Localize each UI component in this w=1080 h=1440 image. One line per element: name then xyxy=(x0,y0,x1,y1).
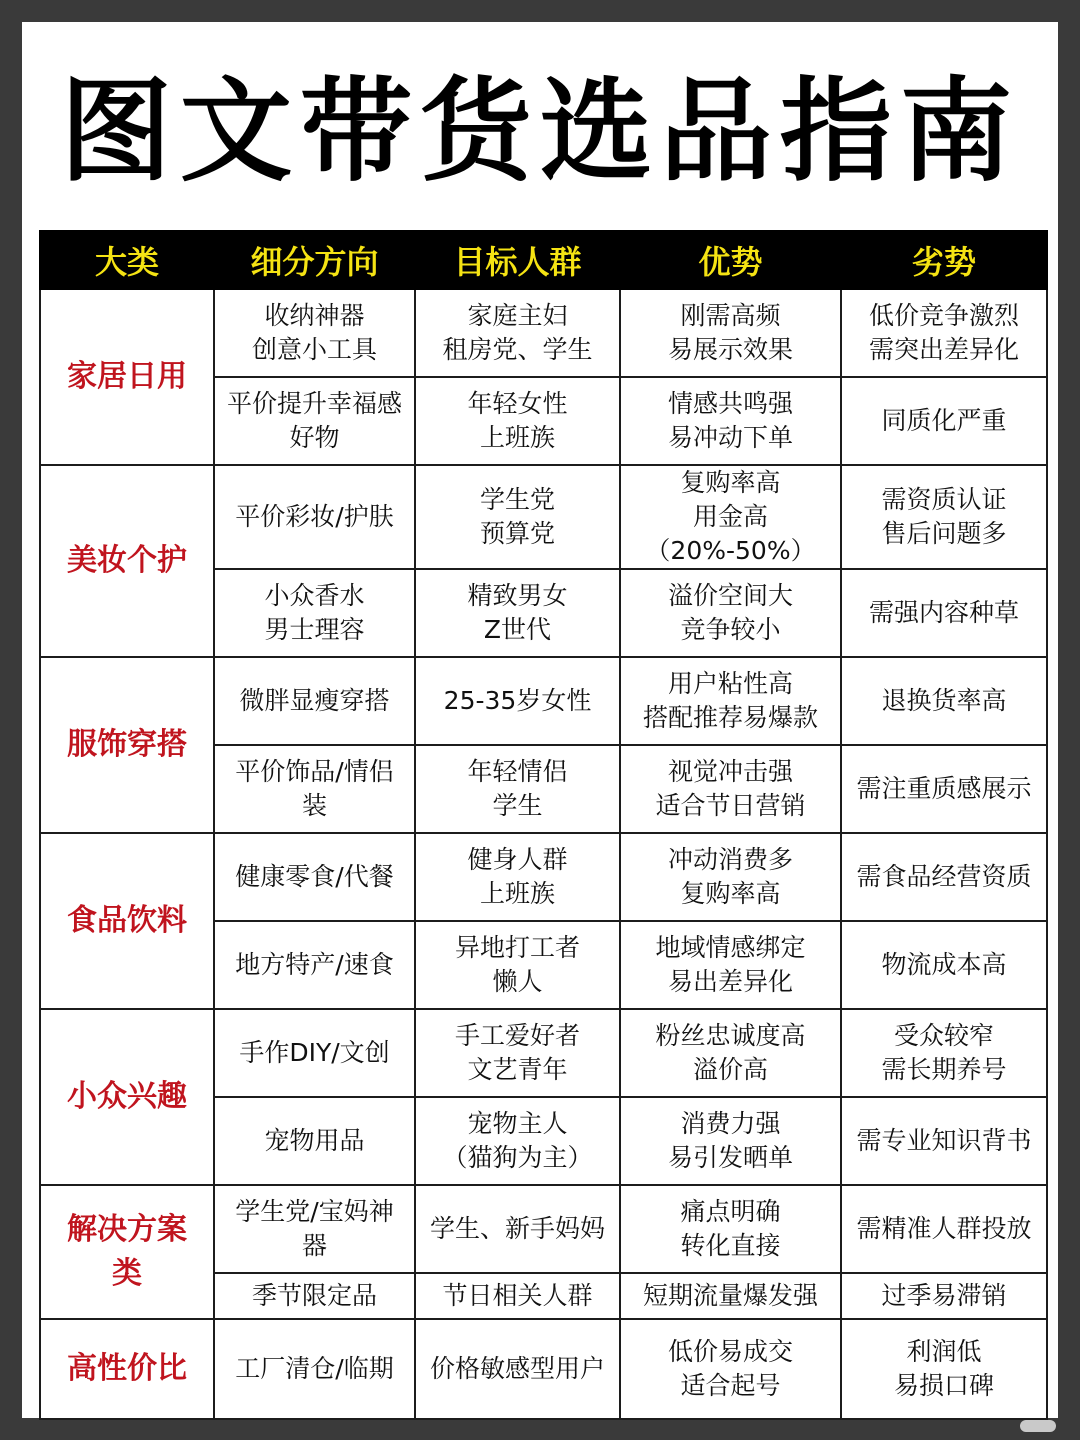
audience-cell: 25-35岁女性 xyxy=(415,657,620,745)
disadvantage-cell: 需强内容种草 xyxy=(841,569,1047,657)
advantage-cell: 复购率高 用金高（20%-50%） xyxy=(620,465,841,569)
product-guide-table xyxy=(39,230,1048,1420)
advantage-cell: 刚需高频 易展示效果 xyxy=(620,289,841,377)
audience-cell: 异地打工者 懒人 xyxy=(415,921,620,1009)
header-subdirection: 细分方向 xyxy=(214,231,415,289)
table-row xyxy=(40,1319,1047,1419)
watermark-badge xyxy=(1020,1420,1056,1432)
table-row xyxy=(40,833,1047,921)
category-cell: 家居日用 xyxy=(40,289,214,465)
audience-cell: 节日相关人群 xyxy=(415,1273,620,1319)
subdirection-cell: 宠物用品 xyxy=(214,1097,415,1185)
disadvantage-cell: 物流成本高 xyxy=(841,921,1047,1009)
category-cell: 解决方案 类 xyxy=(40,1185,214,1319)
disadvantage-cell: 利润低 易损口碑 xyxy=(841,1319,1047,1419)
header-target-audience: 目标人群 xyxy=(415,231,620,289)
advantage-cell: 粉丝忠诚度高 溢价高 xyxy=(620,1009,841,1097)
disadvantage-cell: 需资质认证 售后问题多 xyxy=(841,465,1047,569)
subdirection-cell: 收纳神器 创意小工具 xyxy=(214,289,415,377)
category-cell: 食品饮料 xyxy=(40,833,214,1009)
table-row xyxy=(40,289,1047,377)
audience-cell: 健身人群 上班族 xyxy=(415,833,620,921)
guide-card xyxy=(22,22,1058,1418)
advantage-cell: 情感共鸣强 易冲动下单 xyxy=(620,377,841,465)
advantage-cell: 用户粘性高 搭配推荐易爆款 xyxy=(620,657,841,745)
advantage-cell: 痛点明确 转化直接 xyxy=(620,1185,841,1273)
audience-cell: 价格敏感型用户 xyxy=(415,1319,620,1419)
header-advantages: 优势 xyxy=(620,231,841,289)
advantage-cell: 短期流量爆发强 xyxy=(620,1273,841,1319)
advantage-cell: 地域情感绑定 易出差异化 xyxy=(620,921,841,1009)
disadvantage-cell: 过季易滞销 xyxy=(841,1273,1047,1319)
disadvantage-cell: 需注重质感展示 xyxy=(841,745,1047,833)
subdirection-cell: 微胖显瘦穿搭 xyxy=(214,657,415,745)
category-cell: 小众兴趣 xyxy=(40,1009,214,1185)
audience-cell: 精致男女 Z世代 xyxy=(415,569,620,657)
subdirection-cell: 健康零食/代餐 xyxy=(214,833,415,921)
disadvantage-cell: 需精准人群投放 xyxy=(841,1185,1047,1273)
disadvantage-cell: 退换货率高 xyxy=(841,657,1047,745)
category-cell: 服饰穿搭 xyxy=(40,657,214,833)
page-title: 图文带货选品指南 xyxy=(60,67,1020,197)
audience-cell: 学生党 预算党 xyxy=(415,465,620,569)
table-row xyxy=(40,657,1047,745)
subdirection-cell: 季节限定品 xyxy=(214,1273,415,1319)
subdirection-cell: 平价饰品/情侣 装 xyxy=(214,745,415,833)
audience-cell: 学生、新手妈妈 xyxy=(415,1185,620,1273)
advantage-cell: 低价易成交 适合起号 xyxy=(620,1319,841,1419)
audience-cell: 年轻女性 上班族 xyxy=(415,377,620,465)
category-cell: 高性价比 xyxy=(40,1319,214,1419)
table-row xyxy=(40,1185,1047,1273)
subdirection-cell: 小众香水 男士理容 xyxy=(214,569,415,657)
audience-cell: 手工爱好者 文艺青年 xyxy=(415,1009,620,1097)
subdirection-cell: 工厂清仓/临期 xyxy=(214,1319,415,1419)
audience-cell: 年轻情侣 学生 xyxy=(415,745,620,833)
header-category: 大类 xyxy=(40,231,214,289)
category-cell: 美妆个护 xyxy=(40,465,214,657)
audience-cell: 宠物主人 （猫狗为主） xyxy=(415,1097,620,1185)
advantage-cell: 冲动消费多 复购率高 xyxy=(620,833,841,921)
subdirection-cell: 平价彩妆/护肤 xyxy=(214,465,415,569)
audience-cell: 家庭主妇 租房党、学生 xyxy=(415,289,620,377)
disadvantage-cell: 需专业知识背书 xyxy=(841,1097,1047,1185)
table-row xyxy=(40,465,1047,569)
subdirection-cell: 学生党/宝妈神 器 xyxy=(214,1185,415,1273)
disadvantage-cell: 需食品经营资质 xyxy=(841,833,1047,921)
subdirection-cell: 平价提升幸福感 好物 xyxy=(214,377,415,465)
header-row xyxy=(40,231,1047,289)
header-disadvantages: 劣势 xyxy=(841,231,1047,289)
table-row xyxy=(40,1009,1047,1097)
subdirection-cell: 手作DIY/文创 xyxy=(214,1009,415,1097)
disadvantage-cell: 同质化严重 xyxy=(841,377,1047,465)
disadvantage-cell: 受众较窄 需长期养号 xyxy=(841,1009,1047,1097)
advantage-cell: 视觉冲击强 适合节日营销 xyxy=(620,745,841,833)
advantage-cell: 溢价空间大 竞争较小 xyxy=(620,569,841,657)
disadvantage-cell: 低价竞争激烈 需突出差异化 xyxy=(841,289,1047,377)
subdirection-cell: 地方特产/速食 xyxy=(214,921,415,1009)
advantage-cell: 消费力强 易引发晒单 xyxy=(620,1097,841,1185)
